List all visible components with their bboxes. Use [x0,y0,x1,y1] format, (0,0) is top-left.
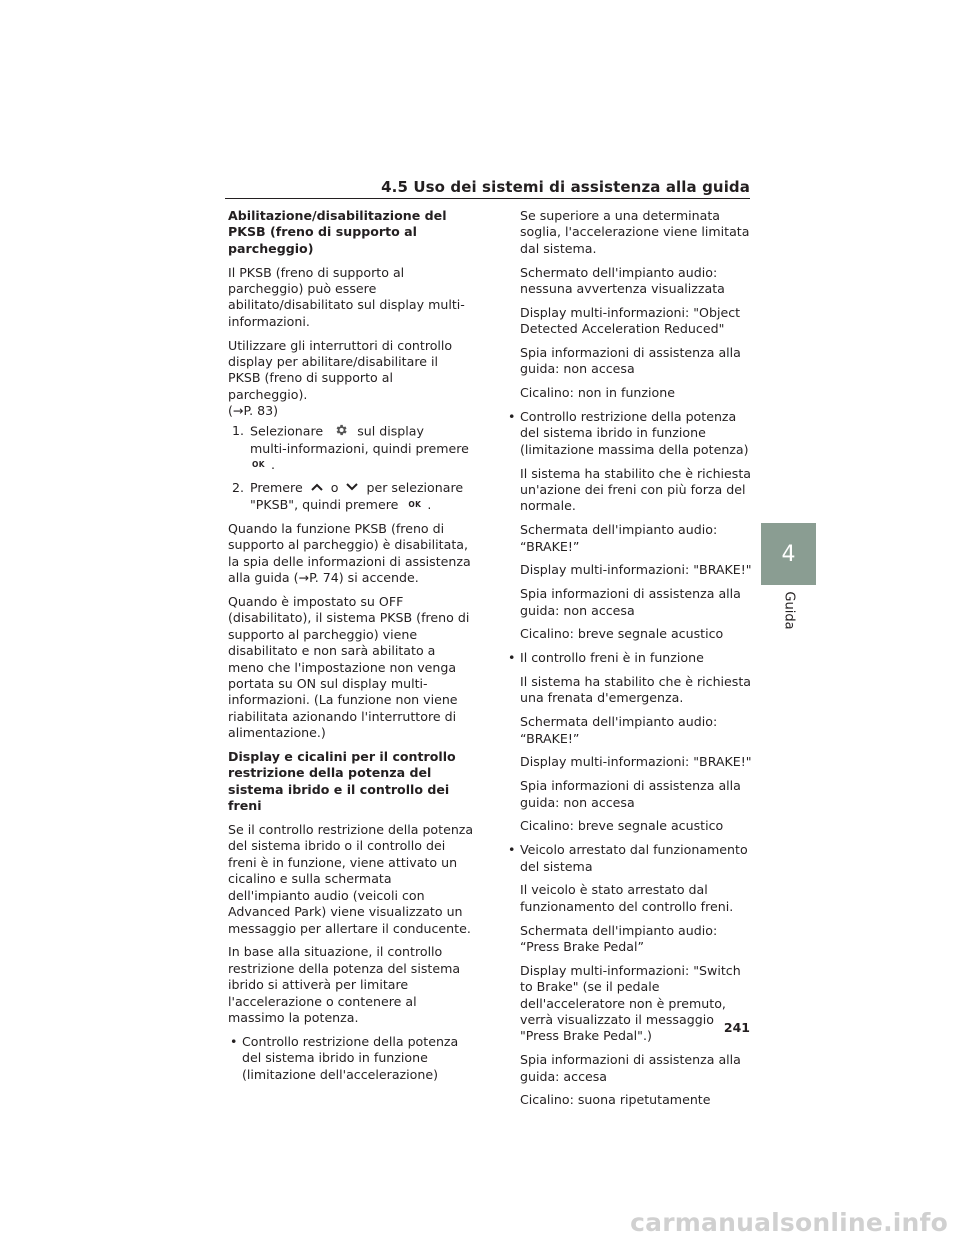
bullet-text: Controllo restrizione della potenza del sistema ibrido in funzione (limitazione massima della potenza) [520,409,749,457]
detail-line: Cicalino: breve segnale acustico [520,626,724,642]
bullet-text: Controllo restrizione della potenza del sistema ibrido in funzione (limitazione dell'accelerazione) [242,1033,459,1082]
detail-line: Display multi-informazioni: "Switch to Brake" (se il pedale dell'acceleratore non è premuto, verrà visualizzato il messaggio "Press Brake Pedal".) [520,962,741,1044]
ok-button-icon: OK [408,499,422,509]
bullet-text: Veicolo arrestato dal funzionamento del sistema [520,842,748,874]
chapter-number: 4 [781,541,796,567]
detail-line: Display multi-informazioni: "Object Detected Acceleration Reduced" [520,304,741,337]
detail-line: Spia informazioni di assistenza alla guida: non accesa [520,345,741,377]
step-1-text-b: sul display [357,423,424,439]
watermark: carmanualsonline.info [630,1208,948,1237]
detail-line: Schermata dell'impianto audio: “BRAKE!” [520,714,718,746]
section-header-title: 4.5 Uso dei sistemi di assistenza alla guida [381,178,750,196]
detail-line: Cicalino: non in funzione [520,385,675,401]
detail-line: Cicalino: breve segnale acustico [520,818,724,834]
paragraph-pksb-intro: Il PKSB (freno di supporto al parcheggio) può essere abilitato/disabilitato sul display multi-informazioni. [228,264,465,329]
ok-button-icon: OK [252,460,265,470]
bullet-1-details [508,208,754,402]
paragraph-controls-active: Se il controllo restrizione della potenza del sistema ibrido o il controllo dei freni è in funzione, viene attivato un cicalino e sulla schermata dell'impianto audio (veicoli con Advanced Park) viene visualizzato un messaggio per allertare il conducente. [228,822,474,936]
step-2-text-c: "PKSB", quindi premere [250,496,399,512]
step-1-text-a: Selezionare [250,423,324,439]
detail-line: Display multi-informazioni: "BRAKE!" [520,562,752,578]
paragraph-pksb-disabled: Quando la funzione PKSB (freno di supporto al parcheggio) è disabilitata, la spia delle informazioni di assistenza alla guida (→P. 74) si accende. [228,520,471,586]
detail-line: Cicalino: suona ripetutamente [520,1092,711,1108]
page-reference: (→P. 83) [228,403,279,419]
bullet-vehicle-stopped [508,842,754,875]
step-number: 2. [232,479,245,495]
right-column [508,208,754,1116]
heading-pksb: Abilitazione/disabilitazione del PKSB (freno di supporto al parcheggio) [228,208,447,256]
bullet-acceleration-limit [230,1034,474,1083]
chapter-label [778,590,800,630]
chapter-tab [761,523,816,585]
detail-line: Spia informazioni di assistenza alla guida: non accesa [520,586,741,618]
step-1 [232,423,474,474]
detail-line: Il sistema ha stabilito che è richiesta una frenata d'emergenza. [520,674,752,706]
detail-line: Se superiore a una determinata soglia, l'accelerazione viene limitata dal sistema. [520,208,750,256]
step-1-period: . [271,457,276,473]
header-divider [225,198,750,199]
step-2 [232,480,474,513]
chevron-down-icon [346,480,358,496]
paragraph-pksb-switches-text: Utilizzare gli interruttori di controllo display per abilitare/disabilitare il PKSB (freno di supporto al parcheggio). [228,337,453,402]
detail-line: Spia informazioni di assistenza alla guida: non accesa [520,778,741,810]
gear-icon [334,423,348,441]
bullet-dot: • [508,409,516,425]
paragraph-pksb-off: Quando è impostato su OFF (disabilitato), il sistema PKSB (freno di supporto al parcheggio) viene disabilitato e non sarà abilitato a meno che l'impostazione non venga portata su ON sul display multi-informazioni. (La funzione non viene riabilitata azionando l'interruttore di alimentazione.) [228,594,470,741]
step-2-period: . [427,496,432,512]
bullet-dot: • [230,1033,238,1049]
bullet-dot: • [508,842,516,858]
bullet-2-details [508,466,754,643]
page-number: 241 [723,1020,750,1035]
bullet-brake-control [508,650,754,666]
bullet-dot: • [508,650,516,666]
step-1-text-c: multi-informazioni, quindi premere [250,441,469,457]
detail-line: Spia informazioni di assistenza alla guida: accesa [520,1052,741,1084]
step-number: 1. [232,422,245,438]
step-2-text-b: per selezionare [366,479,464,495]
detail-line: Il sistema ha stabilito che è richiesta un'azione dei freni con più forza del normale. [520,465,752,514]
bullet-text: Il controllo freni è in funzione [520,650,704,666]
paragraph-pksb-switches [228,338,474,404]
left-column [228,208,474,1083]
chevron-up-icon [311,480,323,496]
bullet-3-details [508,674,754,835]
detail-line: Display multi-informazioni: "BRAKE!" [520,754,752,770]
step-2-text-a: Premere [250,479,303,495]
detail-line: Schermata dell'impianto audio: “BRAKE!” [520,522,718,554]
detail-line: Il veicolo è stato arrestato dal funzionamento del controllo freni. [520,882,734,914]
heading-display-buzzers: Display e cicalini per il controllo restrizione della potenza del sistema ibrido e il controllo dei freni [228,749,456,814]
step-2-or: o [330,479,339,495]
chapter-label-text: Guida [781,590,797,630]
detail-line: Schermato dell'impianto audio: nessuna avvertenza visualizzata [520,264,725,297]
bullet-power-limit [508,409,754,458]
bullet-4-details [508,882,754,1108]
detail-line: Schermata dell'impianto audio: “Press Brake Pedal” [520,922,718,955]
paragraph-situation: In base alla situazione, il controllo restrizione della potenza del sistema ibrido si attiverà per limitare l'accelerazione o contenere al massimo la potenza. [228,944,461,1025]
